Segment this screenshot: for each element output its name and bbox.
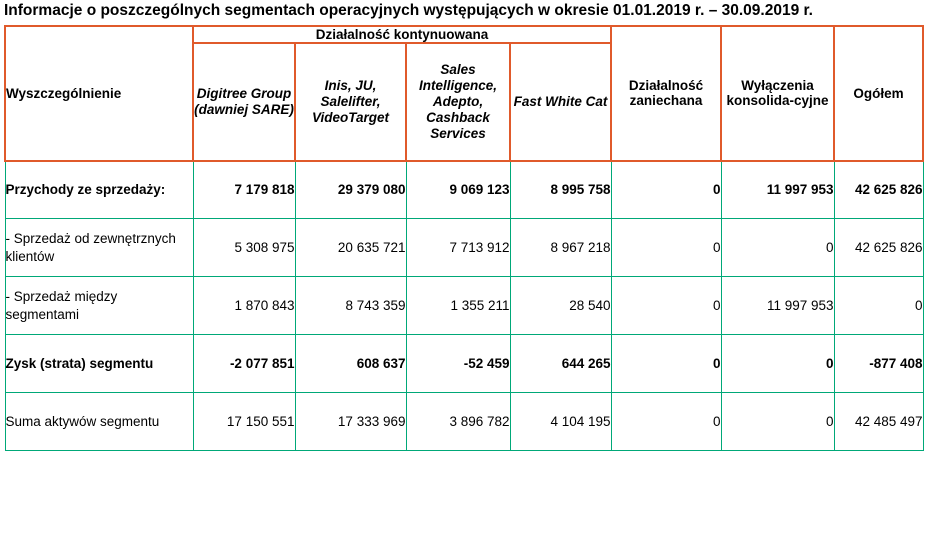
cell-value: 0 <box>611 277 721 335</box>
header-cell-specification: Wyszczególnienie <box>5 26 193 161</box>
cell-value: 17 333 969 <box>295 393 406 451</box>
segments-table <box>4 25 924 452</box>
header-cell-sub-1: Inis, JU, Salelifter, VideoTarget <box>295 43 406 161</box>
cell-value: 42 625 826 <box>834 219 923 277</box>
cell-value: 8 743 359 <box>295 277 406 335</box>
cell-value: 42 485 497 <box>834 393 923 451</box>
cell-value: 3 896 782 <box>406 393 510 451</box>
cell-value: 0 <box>721 393 834 451</box>
header-cell-total: Ogółem <box>834 26 923 161</box>
header-cell-sub-2: Sales Intelligence, Adepto, Cashback Services <box>406 43 510 161</box>
header-cell-discontinued: Działalność zaniechana <box>611 26 721 161</box>
cell-value: -2 077 851 <box>193 335 295 393</box>
cell-value: 1 870 843 <box>193 277 295 335</box>
cell-value: 11 997 953 <box>721 161 834 219</box>
cell-value: 7 179 818 <box>193 161 295 219</box>
row-label: - Sprzedaż między segmentami <box>5 277 193 335</box>
cell-value: 0 <box>721 335 834 393</box>
row-label: Zysk (strata) segmentu <box>5 335 193 393</box>
cell-value: 644 265 <box>510 335 611 393</box>
row-label: Suma aktywów segmentu <box>5 393 193 451</box>
cell-value: 17 150 551 <box>193 393 295 451</box>
cell-value: 0 <box>611 335 721 393</box>
table-row <box>5 219 923 277</box>
cell-value: 4 104 195 <box>510 393 611 451</box>
page-title: Informacje o poszczególnych segmentach operacyjnych występujących w okresie 01.01.2019 r. – 30.09.2019 r. <box>4 2 813 19</box>
cell-value: -52 459 <box>406 335 510 393</box>
table-row <box>5 161 923 219</box>
cell-value: 20 635 721 <box>295 219 406 277</box>
table-row <box>5 393 923 451</box>
cell-value: 0 <box>611 161 721 219</box>
cell-value: 0 <box>834 277 923 335</box>
header-cell-exclusions: Wyłączenia konsolida-cyjne <box>721 26 834 161</box>
cell-value: 8 995 758 <box>510 161 611 219</box>
cell-value: 0 <box>611 393 721 451</box>
row-label: Przychody ze sprzedaży: <box>5 161 193 219</box>
header-cell-continued-group: Działalność kontynuowana <box>193 26 611 43</box>
cell-value: -877 408 <box>834 335 923 393</box>
header-cell-sub-0: Digitree Group (dawniej SARE) <box>193 43 295 161</box>
cell-value: 608 637 <box>295 335 406 393</box>
cell-value: 29 379 080 <box>295 161 406 219</box>
table-header-row-1 <box>5 26 923 43</box>
row-label: - Sprzedaż od zewnętrznych klientów <box>5 219 193 277</box>
table-row <box>5 277 923 335</box>
cell-value: 28 540 <box>510 277 611 335</box>
table-row <box>5 335 923 393</box>
cell-value: 0 <box>721 219 834 277</box>
cell-value: 42 625 826 <box>834 161 923 219</box>
cell-value: 7 713 912 <box>406 219 510 277</box>
header-cell-sub-3: Fast White Cat <box>510 43 611 161</box>
cell-value: 9 069 123 <box>406 161 510 219</box>
cell-value: 0 <box>611 219 721 277</box>
cell-value: 11 997 953 <box>721 277 834 335</box>
cell-value: 8 967 218 <box>510 219 611 277</box>
cell-value: 1 355 211 <box>406 277 510 335</box>
cell-value: 5 308 975 <box>193 219 295 277</box>
